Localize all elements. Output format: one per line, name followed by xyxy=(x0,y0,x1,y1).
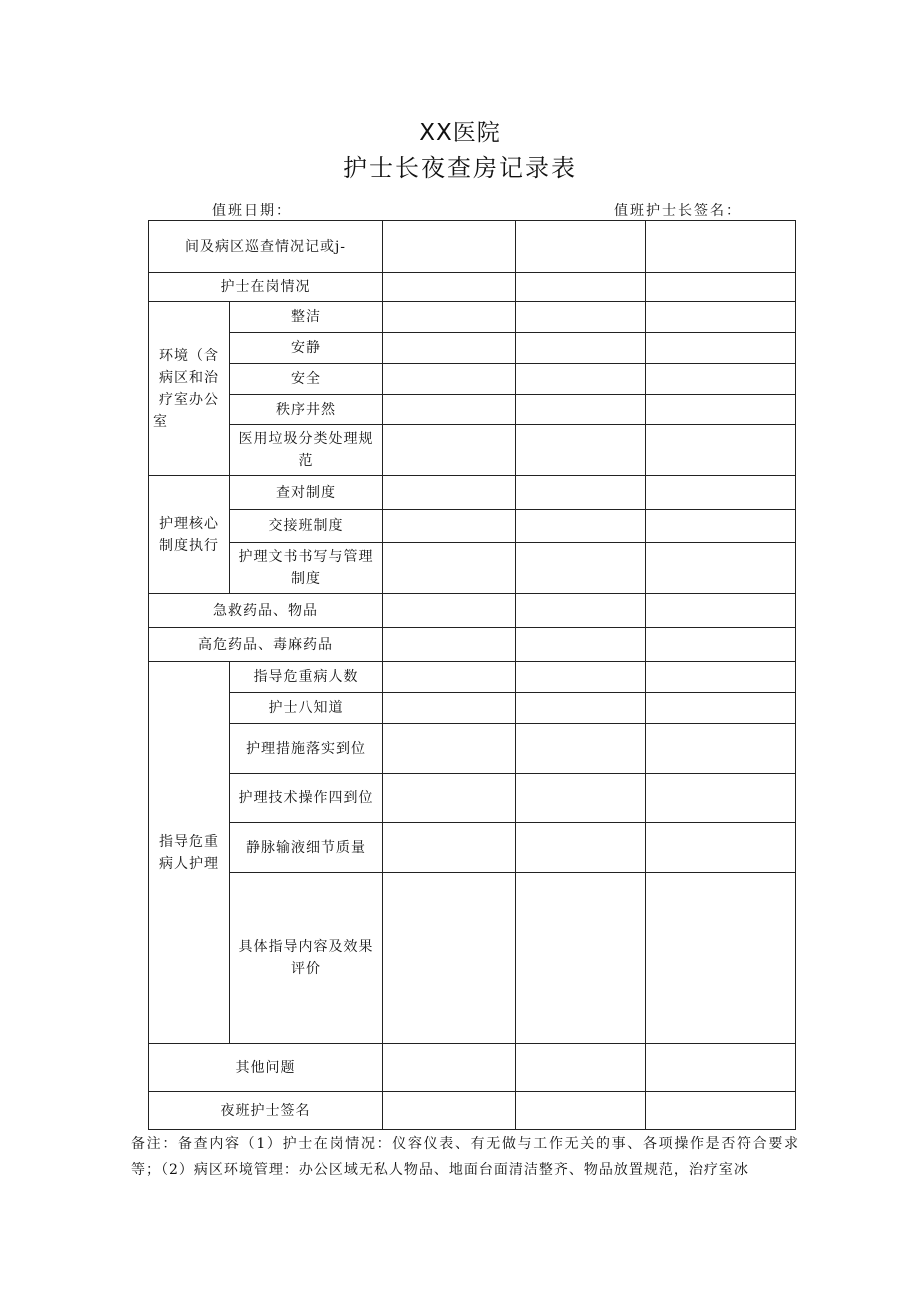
environment-item: 医用垃圾分类处理规范 xyxy=(230,425,383,476)
table-row xyxy=(149,476,796,510)
record-cell[interactable] xyxy=(516,823,646,873)
table-row xyxy=(149,364,796,395)
table-row xyxy=(149,628,796,662)
record-cell[interactable] xyxy=(516,594,646,628)
critical-care-item: 护士八知道 xyxy=(230,693,383,724)
table-row xyxy=(149,543,796,594)
table-row xyxy=(149,302,796,333)
record-cell[interactable] xyxy=(646,873,796,1044)
record-cell[interactable] xyxy=(646,364,796,395)
table-row xyxy=(149,693,796,724)
record-cell[interactable] xyxy=(516,395,646,425)
table-row xyxy=(149,273,796,302)
record-cell[interactable] xyxy=(383,823,516,873)
record-cell[interactable] xyxy=(646,543,796,594)
record-cell[interactable] xyxy=(646,273,796,302)
record-cell[interactable] xyxy=(516,221,646,273)
critical-care-category: 指导危重病人护理 xyxy=(149,662,230,1044)
table-row xyxy=(149,774,796,823)
record-cell[interactable] xyxy=(646,425,796,476)
record-cell[interactable] xyxy=(516,302,646,333)
form-title: 护士长夜查房记录表 xyxy=(343,154,577,182)
table-row xyxy=(149,724,796,774)
environment-item: 整洁 xyxy=(230,302,383,333)
hospital-name: XX医院 xyxy=(419,120,501,146)
record-cell[interactable] xyxy=(383,333,516,364)
record-cell[interactable] xyxy=(383,510,516,543)
record-cell[interactable] xyxy=(383,425,516,476)
record-cell[interactable] xyxy=(646,693,796,724)
core-system-item: 交接班制度 xyxy=(230,510,383,543)
environment-category: 环境（含病区和治疗室办公室 xyxy=(149,302,230,476)
duty-date-label: 值班日期： xyxy=(212,203,292,219)
table-row xyxy=(149,1092,796,1130)
environment-item: 秩序井然 xyxy=(230,395,383,425)
environment-item: 安静 xyxy=(230,333,383,364)
record-cell[interactable] xyxy=(516,476,646,510)
record-cell[interactable] xyxy=(383,364,516,395)
record-cell[interactable] xyxy=(516,333,646,364)
emergency-supplies-label: 急救药品、物品 xyxy=(149,594,383,628)
record-cell[interactable] xyxy=(383,395,516,425)
record-cell[interactable] xyxy=(646,628,796,662)
record-cell[interactable] xyxy=(383,774,516,823)
record-cell[interactable] xyxy=(646,724,796,774)
table-row xyxy=(149,1044,796,1092)
record-cell[interactable] xyxy=(646,395,796,425)
record-cell[interactable] xyxy=(383,1044,516,1092)
record-cell[interactable] xyxy=(383,476,516,510)
table-row xyxy=(149,395,796,425)
record-cell[interactable] xyxy=(383,543,516,594)
record-cell[interactable] xyxy=(646,302,796,333)
record-cell[interactable] xyxy=(646,1092,796,1130)
time-patrol-label: 间及病区巡查情况记或j- xyxy=(149,221,383,273)
record-cell[interactable] xyxy=(516,543,646,594)
other-issues-label: 其他问题 xyxy=(149,1044,383,1092)
environment-item: 安全 xyxy=(230,364,383,395)
record-cell[interactable] xyxy=(383,594,516,628)
record-cell[interactable] xyxy=(516,510,646,543)
night-nurse-signature-label: 夜班护士签名 xyxy=(149,1092,383,1130)
record-cell[interactable] xyxy=(383,273,516,302)
on-duty-label: 护士在岗情况 xyxy=(149,273,383,302)
record-cell[interactable] xyxy=(383,873,516,1044)
record-cell[interactable] xyxy=(383,1092,516,1130)
remarks-note: 备注：备查内容（1）护士在岗情况：仪容仪表、有无做与工作无关的事、各项操作是否符合要求等；（2）病区环境管理：办公区域无私人物品、地面台面清洁整齐、物品放置规范，治疗室冰 xyxy=(131,1136,799,1178)
record-cell[interactable] xyxy=(383,302,516,333)
record-cell[interactable] xyxy=(383,221,516,273)
record-cell[interactable] xyxy=(646,1044,796,1092)
record-cell[interactable] xyxy=(646,823,796,873)
critical-care-item: 具体指导内容及效果评价 xyxy=(230,873,383,1044)
table-row xyxy=(149,221,796,273)
table-row xyxy=(149,594,796,628)
table-row xyxy=(149,823,796,873)
record-cell[interactable] xyxy=(516,774,646,823)
record-cell[interactable] xyxy=(383,662,516,693)
record-cell[interactable] xyxy=(383,693,516,724)
table-row xyxy=(149,662,796,693)
table-row xyxy=(149,425,796,476)
head-nurse-signature-label: 值班护士长签名： xyxy=(614,203,742,219)
record-cell[interactable] xyxy=(383,628,516,662)
record-cell[interactable] xyxy=(516,1044,646,1092)
record-cell[interactable] xyxy=(516,273,646,302)
record-cell[interactable] xyxy=(646,221,796,273)
record-cell[interactable] xyxy=(646,594,796,628)
high-risk-drugs-label: 高危药品、毒麻药品 xyxy=(149,628,383,662)
critical-care-item: 指导危重病人数 xyxy=(230,662,383,693)
record-cell[interactable] xyxy=(646,510,796,543)
table-row xyxy=(149,333,796,364)
core-system-item: 护理文书书写与管理制度 xyxy=(230,543,383,594)
record-cell[interactable] xyxy=(516,662,646,693)
core-system-category: 护理核心制度执行 xyxy=(149,476,230,594)
record-cell[interactable] xyxy=(516,364,646,395)
record-cell[interactable] xyxy=(516,628,646,662)
critical-care-item: 静脉输液细节质量 xyxy=(230,823,383,873)
critical-care-item: 护理技术操作四到位 xyxy=(230,774,383,823)
record-cell[interactable] xyxy=(646,774,796,823)
core-system-item: 查对制度 xyxy=(230,476,383,510)
record-cell[interactable] xyxy=(646,662,796,693)
record-cell[interactable] xyxy=(516,873,646,1044)
record-cell[interactable] xyxy=(646,476,796,510)
table-row xyxy=(149,510,796,543)
record-cell[interactable] xyxy=(516,693,646,724)
critical-care-item: 护理措施落实到位 xyxy=(230,724,383,774)
record-cell[interactable] xyxy=(383,724,516,774)
table-row xyxy=(149,873,796,1044)
record-cell[interactable] xyxy=(646,333,796,364)
night-round-record-table xyxy=(148,220,796,1130)
record-cell[interactable] xyxy=(516,724,646,774)
record-cell[interactable] xyxy=(516,1092,646,1130)
record-cell[interactable] xyxy=(516,425,646,476)
